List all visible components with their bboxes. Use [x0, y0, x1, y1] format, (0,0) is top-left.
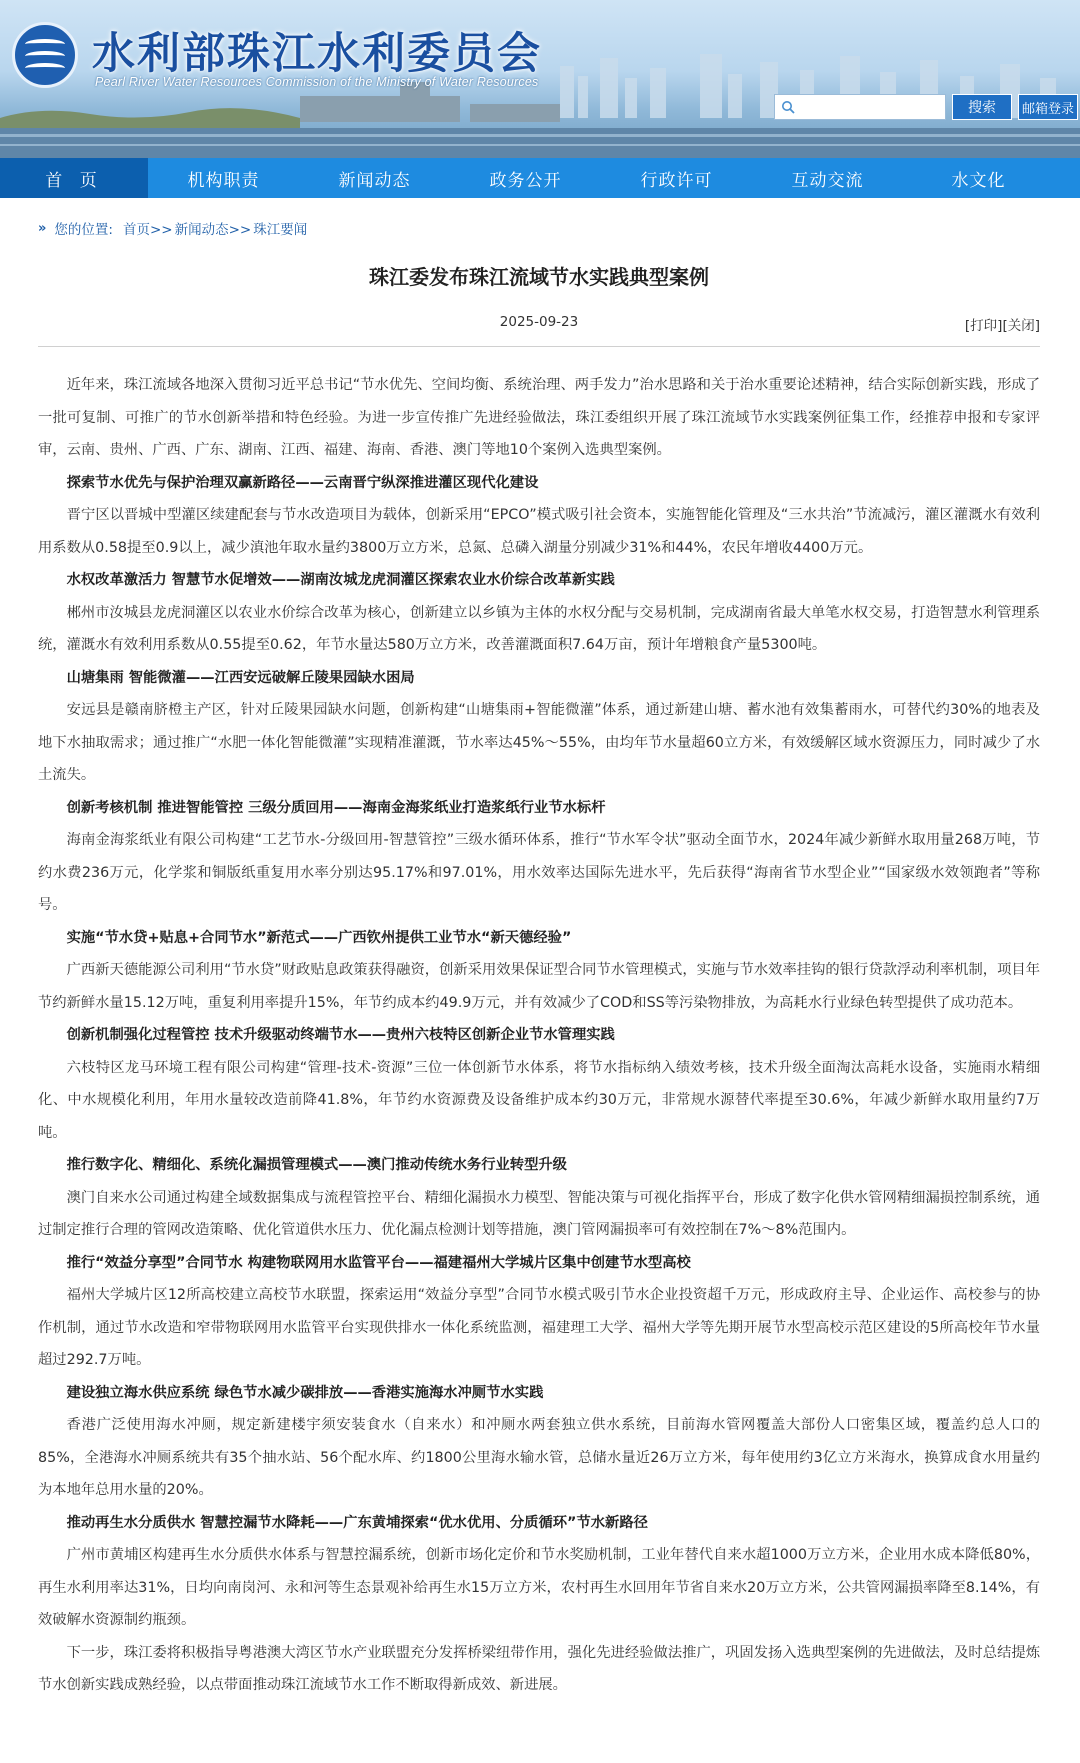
breadcrumb-home[interactable]: 首页>> — [122, 222, 173, 238]
case-body: 晋宁区以晋城中型灌区续建配套与节水改造项目为载体，创新采用“EPCO”模式吸引社会资本，实施智能化管理及“三水共治”节流减污，灌区灌溉水有效利用系数从0.58提至0.9以上，减少滇池年取水量约3800万立方米，总氮、总磷入湖量分别减少31%和44%，农民年增收4400万元。 — [38, 507, 1040, 556]
article-tools — [965, 314, 1040, 334]
article — [38, 262, 1040, 1702]
article-body — [38, 369, 1040, 1702]
case-body: 安远县是赣南脐橙主产区，针对丘陵果园缺水问题，创新构建“山塘集雨+智能微灌”体系，通过新建山塘、蓄水池有效集蓄雨水，可替代约30%的地表及地下水抽取需求；通过推广“水肥一体化智能微灌”实现精准灌溉，节水率达45%～55%，由均年节水量超60立方米，有效缓解区域水资源压力，同时减少了水土流失。 — [38, 702, 1040, 783]
case-heading: 创新机制强化过程管控 技术升级驱动终端节水——贵州六枝特区创新企业节水管理实践 — [66, 1027, 615, 1043]
main-nav — [0, 158, 1080, 198]
article-meta — [38, 314, 1040, 336]
logo-icon — [12, 22, 78, 88]
publish-date: 2025-09-23 — [499, 314, 579, 330]
case-body: 广州市黄埔区构建再生水分质供水体系与智慧控漏系统，创新市场化定价和节水奖励机制，工业年替代自来水超1000万立方米，企业用水成本降低80%，再生水利用率达31%，日均向南岗河、永和河等生态景观补给再生水15万立方米，农村再生水回用年节省自来水20万立方米，公共管网漏损率降至8.14%，有效破解水资源制约瓶颈。 — [38, 1547, 1040, 1628]
case-heading: 推动再生水分质供水 智慧控漏节水降耗——广东黄埔探索“优水优用、分质循环”节水新路径 — [66, 1514, 648, 1531]
search-box — [774, 94, 946, 120]
case-heading: 建设独立海水供应系统 绿色节水减少碳排放——香港实施海水冲厕节水实践 — [66, 1384, 544, 1401]
close-link[interactable]: [关闭] — [1002, 318, 1040, 334]
mail-login-button[interactable]: 邮箱登录 — [1018, 94, 1078, 120]
nav-item-water-culture[interactable]: 水文化 — [951, 170, 1006, 191]
search-input[interactable] — [795, 96, 935, 118]
search-bar — [774, 94, 1078, 120]
case-heading: 创新考核机制 推进智能管控 三级分质回用——海南金海浆纸业打造浆纸行业节水标杆 — [66, 799, 606, 816]
title-divider — [38, 346, 1040, 347]
case-body: 郴州市汝城县龙虎洞灌区以农业水价综合改革为核心，创新建立以乡镇为主体的水权分配与交易机制，完成湖南省最大单笔水权交易，打造智慧水利管理系统，灌溉水有效利用系数从0.55提至0.62，年节水量达580万立方米，改善灌溉面积7.64万亩，预计年增粮食产量5300吨。 — [38, 604, 1040, 653]
case-body: 福州大学城片区12所高校建立高校节水联盟，探索运用“效益分享型”合同节水模式吸引节水企业投资超千万元，形成政府主导、企业运作、高校参与的协作机制，通过节水改造和窄带物联网用水监管平台实现供排水一体化系统监测，福建理工大学、福州大学等先期开展节水型高校示范区建设的5所高校年节水量超过292.7万吨。 — [38, 1287, 1040, 1368]
case-heading: 推行数字化、精细化、系统化漏损管理模式——澳门推动传统水务行业转型升级 — [66, 1157, 567, 1173]
closing-paragraph: 下一步，珠江委将积极指导粤港澳大湾区节水产业联盟充分发挥桥梁纽带作用，强化先进经验做法推广，巩固发扬入选典型案例的先进做法，及时总结提炼节水创新实践成熟经验，以点带面推动珠江流域节水工作不断取得新成效、新进展。 — [38, 1644, 1040, 1693]
site-subtitle: Pearl River Water Resources Commission of the Ministry of Water Resources — [95, 75, 539, 89]
breadcrumb — [38, 218, 1080, 238]
site-title: 水利部珠江水利委员会 — [92, 29, 542, 79]
nav-item-interaction[interactable]: 互动交流 — [791, 170, 864, 191]
article-title: 珠江委发布珠江流域节水实践典型案例 — [369, 265, 709, 289]
case-body: 澳门自来水公司通过构建全域数据集成与流程管控平台、精细化漏损水力模型、智能决策与可视化指挥平台，形成了数字化供水管网精细漏损控制系统，通过制定推行合理的管网改造策略、优化管道供水压力、优化漏点检测计划等措施，澳门管网漏损率可有效控制在7%～8%范围内。 — [38, 1189, 1040, 1238]
intro-paragraph: 近年来，珠江流域各地深入贯彻习近平总书记“节水优先、空间均衡、系统治理、两手发力”治水思路和关于治水重要论述精神，结合实际创新实践，形成了一批可复制、可推广的节水创新举措和特色经验。为进一步宣传推广先进经验做法，珠江委组织开展了珠江流域节水实践案例征集工作，经推荐申报和专家评审，云南、贵州、广西、广东、湖南、江西、福建、海南、香港、澳门等地10个案例入选典型案例。 — [38, 377, 1040, 458]
nav-item-government-affairs[interactable]: 政务公开 — [489, 170, 562, 191]
nav-item-news[interactable]: 新闻动态 — [338, 170, 411, 191]
print-link[interactable]: [打印] — [964, 318, 1003, 334]
case-heading: 水权改革激活力 智慧节水促增效——湖南汝城龙虎洞灌区探索农业水价综合改革新实践 — [66, 572, 615, 588]
double-chevron-icon: » — [38, 220, 47, 236]
breadcrumb-prefix: 您的位置: — [54, 222, 113, 238]
case-heading: 实施“节水贷+贴息+合同节水”新范式——广西钦州提供工业节水“新天德经验” — [66, 929, 572, 946]
case-body: 海南金海浆纸业有限公司构建“工艺节水-分级回用-智慧管控”三级水循环体系，推行“节水军令状”驱动全面节水，2024年减少新鲜水取用量268万吨，节约水费236万元，化学浆和铜版纸重复用水率分别达95.17%和97.01%，用水效率达国际先进水平，先后获得“海南省节水型企业”“国家级水效领跑者”等称号。 — [38, 832, 1040, 913]
nav-item-administrative-permits[interactable]: 行政许可 — [640, 170, 713, 191]
header-banner — [0, 0, 1080, 158]
case-body: 香港广泛使用海水冲厕，规定新建楼宇须安装食水（自来水）和冲厕水两套独立供水系统，目前海水管网覆盖大部份人口密集区域，覆盖约总人口的85%，全港海水冲厕系统共有35个抽水站、56个配水库、约1800公里海水输水管，总储水量近26万立方米，每年使用约3亿立方米海水，换算成食水用量约为本地年总用水量的20%。 — [38, 1417, 1040, 1498]
breadcrumb-pearl-river-news[interactable]: 珠江要闻 — [253, 222, 308, 238]
case-heading: 山塘集雨 智能微灌——江西安远破解丘陵果园缺水困局 — [66, 669, 415, 686]
case-body: 六枝特区龙马环境工程有限公司构建“管理-技术-资源”三位一体创新节水体系，将节水指标纳入绩效考核，技术升级全面淘汰高耗水设备，实施雨水精细化、中水规模化利用，年用水量较改造前降41.8%，年节约水资源费及设备维护成本约30万元，非常规水源替代率提至30.6%，年减少新鲜水取用量约7万吨。 — [38, 1059, 1040, 1141]
nav-item-home[interactable]: 首 页 — [0, 158, 148, 198]
case-body: 广西新天德能源公司利用“节水贷”财政贴息政策获得融资，创新采用效果保证型合同节水管理模式，实施与节水效率挂钩的银行贷款浮动利率机制，项目年节约新鲜水量15.12万吨，重复利用率提升15%，年节约成本约49.9万元，并有效减少了COD和SS等污染物排放，为高耗水行业绿色转型提供了成功范本。 — [38, 962, 1040, 1011]
search-icon — [781, 100, 795, 114]
case-heading: 推行“效益分享型”合同节水 构建物联网用水监管平台——福建福州大学城片区集中创建节水型高校 — [66, 1254, 691, 1271]
search-button[interactable]: 搜索 — [952, 94, 1012, 120]
case-heading: 探索节水优先与保护治理双赢新路径——云南晋宁纵深推进灌区现代化建设 — [66, 474, 539, 491]
breadcrumb-news[interactable]: 新闻动态>> — [174, 222, 252, 238]
nav-item-organization[interactable]: 机构职责 — [187, 170, 260, 191]
